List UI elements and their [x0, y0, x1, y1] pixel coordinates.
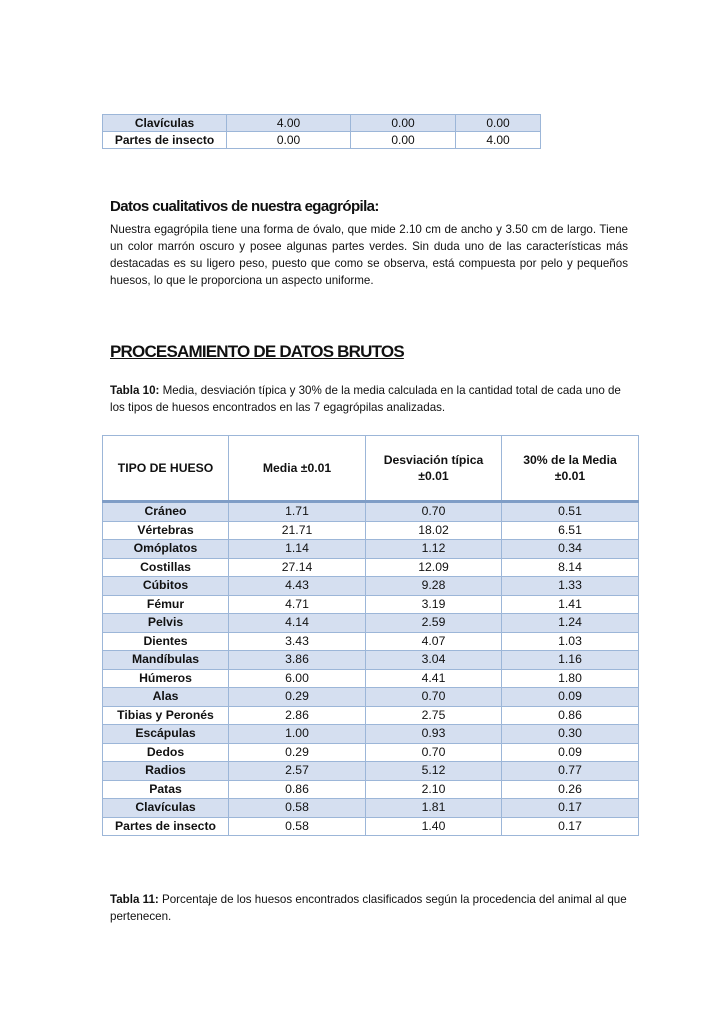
top-data-table [102, 114, 541, 149]
cell-std-dev: 2.10 [366, 780, 502, 799]
bone-stats-table [102, 435, 639, 836]
table-row [103, 799, 639, 818]
cell-30-percent: 1.16 [502, 651, 639, 670]
table-row [103, 817, 639, 836]
cell-mean: 3.43 [229, 632, 366, 651]
cell-30-percent: 8.14 [502, 558, 639, 577]
row-label: Escápulas [103, 725, 229, 744]
table-row [103, 132, 541, 149]
cell-value: 4.00 [456, 132, 541, 149]
header-std-dev: Desviación típica ±0.01 [366, 436, 502, 502]
cell-std-dev: 9.28 [366, 577, 502, 596]
row-label: Omóplatos [103, 540, 229, 559]
cell-30-percent: 0.17 [502, 799, 639, 818]
cell-std-dev: 4.41 [366, 669, 502, 688]
cell-30-percent: 0.51 [502, 502, 639, 522]
table-header-row [103, 436, 639, 502]
cell-std-dev: 0.70 [366, 743, 502, 762]
qualitative-paragraph: Nuestra egagrópila tiene una forma de óvalo, que mide 2.10 cm de ancho y 3.50 cm de largo. Tiene un color marrón oscuro y posee algunas partes verdes. Sin duda uno de las características más destacadas es su ligero peso, puesto que como se observa, está compuesta por pelo y pequeños huesos, lo que le proporciona un aspecto uniforme. [110, 223, 628, 287]
cell-std-dev: 0.70 [366, 502, 502, 522]
section-heading: PROCESAMIENTO DE DATOS BRUTOS [110, 342, 404, 361]
cell-30-percent: 0.34 [502, 540, 639, 559]
cell-mean: 4.43 [229, 577, 366, 596]
cell-mean: 0.29 [229, 743, 366, 762]
caption-label: Tabla 10: [110, 384, 160, 397]
cell-30-percent: 0.17 [502, 817, 639, 836]
qualitative-heading: Datos cualitativos de nuestra egagrópila: [110, 198, 379, 215]
header-30-percent: 30% de la Media ±0.01 [502, 436, 639, 502]
cell-std-dev: 2.59 [366, 614, 502, 633]
cell-30-percent: 0.77 [502, 762, 639, 781]
table-row [103, 780, 639, 799]
row-label: Clavículas [103, 115, 227, 132]
cell-mean: 4.71 [229, 595, 366, 614]
cell-std-dev: 2.75 [366, 706, 502, 725]
caption-label: Tabla 11: [110, 893, 159, 906]
cell-30-percent: 0.09 [502, 688, 639, 707]
row-label: Tibias y Peronés [103, 706, 229, 725]
cell-mean: 1.71 [229, 502, 366, 522]
row-label: Clavículas [103, 799, 229, 818]
table-row [103, 614, 639, 633]
row-label: Húmeros [103, 669, 229, 688]
cell-30-percent: 1.24 [502, 614, 639, 633]
header-bone-type: TIPO DE HUESO [103, 436, 229, 502]
cell-30-percent: 1.03 [502, 632, 639, 651]
cell-mean: 6.00 [229, 669, 366, 688]
row-label: Alas [103, 688, 229, 707]
cell-std-dev: 1.81 [366, 799, 502, 818]
cell-std-dev: 1.40 [366, 817, 502, 836]
row-label: Pelvis [103, 614, 229, 633]
row-label: Dedos [103, 743, 229, 762]
cell-std-dev: 5.12 [366, 762, 502, 781]
row-label: Mandíbulas [103, 651, 229, 670]
cell-mean: 4.14 [229, 614, 366, 633]
cell-mean: 2.86 [229, 706, 366, 725]
table-row [103, 577, 639, 596]
cell-value: 0.00 [351, 115, 456, 132]
cell-30-percent: 1.80 [502, 669, 639, 688]
cell-std-dev: 0.70 [366, 688, 502, 707]
cell-std-dev: 12.09 [366, 558, 502, 577]
table-row [103, 521, 639, 540]
cell-value: 0.00 [351, 132, 456, 149]
cell-mean: 27.14 [229, 558, 366, 577]
cell-value: 0.00 [227, 132, 351, 149]
cell-mean: 2.57 [229, 762, 366, 781]
table-row [103, 743, 639, 762]
cell-30-percent: 0.09 [502, 743, 639, 762]
row-label: Fémur [103, 595, 229, 614]
cell-30-percent: 0.30 [502, 725, 639, 744]
row-label: Cráneo [103, 502, 229, 522]
cell-30-percent: 1.33 [502, 577, 639, 596]
cell-30-percent: 6.51 [502, 521, 639, 540]
cell-30-percent: 1.41 [502, 595, 639, 614]
row-label: Partes de insecto [103, 132, 227, 149]
cell-mean: 3.86 [229, 651, 366, 670]
cell-value: 0.00 [456, 115, 541, 132]
row-label: Radios [103, 762, 229, 781]
row-label: Partes de insecto [103, 817, 229, 836]
cell-std-dev: 1.12 [366, 540, 502, 559]
cell-mean: 0.58 [229, 799, 366, 818]
row-label: Dientes [103, 632, 229, 651]
cell-mean: 0.86 [229, 780, 366, 799]
table-row [103, 115, 541, 132]
table-row [103, 688, 639, 707]
cell-std-dev: 3.04 [366, 651, 502, 670]
table-row [103, 762, 639, 781]
table-row [103, 725, 639, 744]
cell-std-dev: 0.93 [366, 725, 502, 744]
header-mean: Media ±0.01 [229, 436, 366, 502]
row-label: Vértebras [103, 521, 229, 540]
row-label: Patas [103, 780, 229, 799]
table-row [103, 706, 639, 725]
table-row [103, 595, 639, 614]
table10-caption [110, 382, 632, 416]
row-label: Costillas [103, 558, 229, 577]
cell-30-percent: 0.26 [502, 780, 639, 799]
table-row [103, 632, 639, 651]
table11-caption [110, 891, 632, 925]
cell-30-percent: 0.86 [502, 706, 639, 725]
caption-text: Media, desviación típica y 30% de la media calculada en la cantidad total de cada uno de los tipos de huesos encontrados en las 7 egagrópilas analizadas. [110, 384, 621, 414]
table-row [103, 502, 639, 522]
cell-mean: 21.71 [229, 521, 366, 540]
table-row [103, 558, 639, 577]
table-row [103, 540, 639, 559]
cell-std-dev: 3.19 [366, 595, 502, 614]
caption-text: Porcentaje de los huesos encontrados clasificados según la procedencia del animal al que pertenecen. [110, 893, 627, 923]
cell-value: 4.00 [227, 115, 351, 132]
table-row [103, 669, 639, 688]
cell-mean: 1.14 [229, 540, 366, 559]
cell-mean: 0.58 [229, 817, 366, 836]
cell-mean: 1.00 [229, 725, 366, 744]
table-row [103, 651, 639, 670]
cell-std-dev: 18.02 [366, 521, 502, 540]
cell-mean: 0.29 [229, 688, 366, 707]
row-label: Cúbitos [103, 577, 229, 596]
cell-std-dev: 4.07 [366, 632, 502, 651]
